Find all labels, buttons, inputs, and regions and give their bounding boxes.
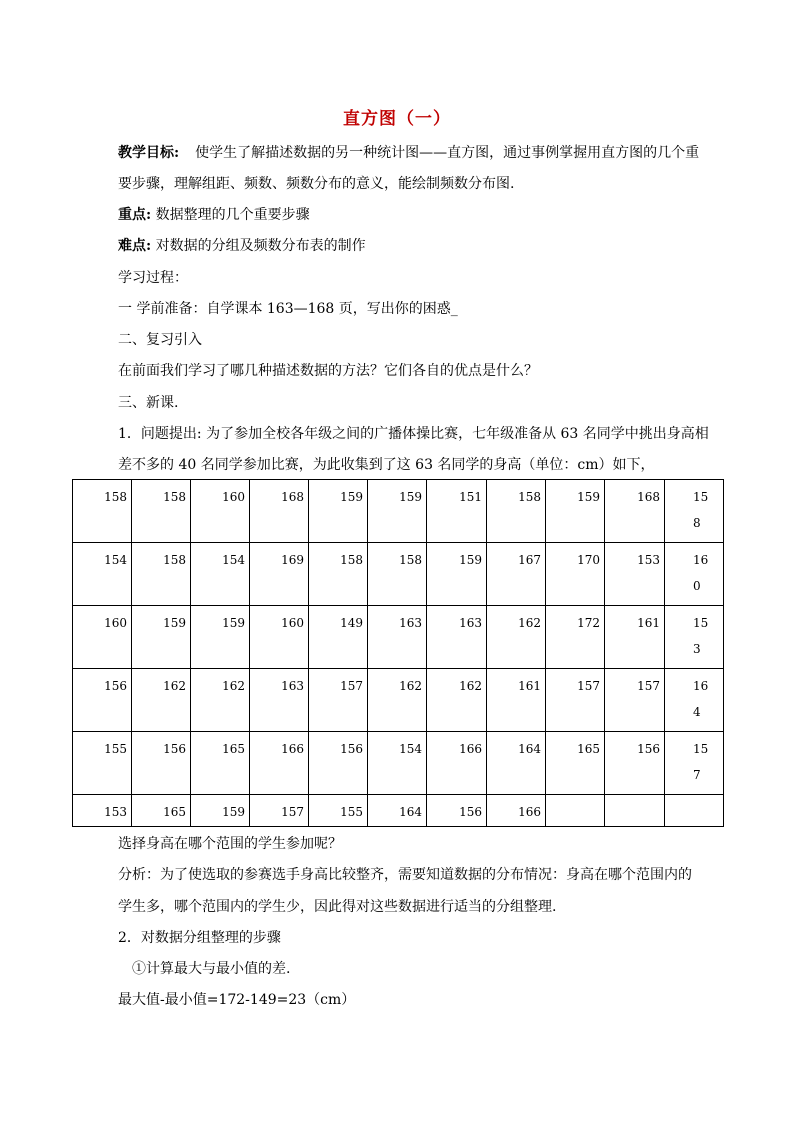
table-cell bbox=[250, 543, 309, 606]
cell-value: 157 bbox=[340, 679, 363, 693]
cell-value: 155 bbox=[104, 742, 127, 756]
table-cell bbox=[605, 480, 665, 543]
cell-value: 168 bbox=[637, 490, 660, 504]
cell-value: 159 bbox=[459, 553, 482, 567]
cell-value: 157 bbox=[281, 805, 304, 819]
cell-value: 158 bbox=[163, 490, 186, 504]
cell-value: 154 bbox=[104, 553, 127, 567]
table-cell bbox=[368, 732, 427, 795]
cell-value: 156 bbox=[637, 742, 660, 756]
difficulty-text: 对数据的分组及频数分布表的制作 bbox=[155, 238, 366, 254]
cell-value: 167 bbox=[518, 553, 541, 567]
table-cell bbox=[605, 795, 665, 827]
table-cell bbox=[250, 669, 309, 732]
cell-value: 156 bbox=[104, 679, 127, 693]
table-cell bbox=[191, 606, 250, 669]
cell-value: 161 bbox=[518, 679, 541, 693]
table-row bbox=[73, 543, 724, 606]
table-cell bbox=[191, 480, 250, 543]
calc-line: 最大值-最小值=172-149=23（cm） bbox=[118, 992, 356, 1008]
table-row bbox=[73, 606, 724, 669]
key-point-label: 重点: bbox=[118, 207, 152, 223]
cell-value: 158 bbox=[104, 490, 127, 504]
table-cell bbox=[132, 543, 191, 606]
table-row bbox=[73, 480, 724, 543]
table-cell bbox=[427, 606, 487, 669]
cell-value: 159 bbox=[399, 490, 422, 504]
cell-value: 160 bbox=[222, 490, 245, 504]
cell-value: 162 bbox=[518, 616, 541, 630]
table-cell bbox=[132, 669, 191, 732]
table-cell bbox=[368, 669, 427, 732]
analysis-line-2: 学生多，哪个范围内的学生少，因此得对这些数据进行适当的分组整理. bbox=[118, 899, 557, 915]
cell-value: 158 bbox=[163, 553, 186, 567]
cell-value: 165 bbox=[577, 742, 600, 756]
table-cell bbox=[487, 732, 546, 795]
table-row bbox=[73, 795, 724, 827]
cell-value: 158 bbox=[693, 490, 709, 530]
table-cell bbox=[546, 606, 605, 669]
table-cell bbox=[427, 669, 487, 732]
table-cell bbox=[546, 543, 605, 606]
table-cell bbox=[309, 732, 368, 795]
table-cell bbox=[546, 669, 605, 732]
table-cell bbox=[605, 669, 665, 732]
difficulty bbox=[118, 236, 366, 256]
table-cell bbox=[368, 795, 427, 827]
table-cell bbox=[546, 795, 605, 827]
table-cell bbox=[665, 606, 724, 669]
cell-value: 163 bbox=[459, 616, 482, 630]
step-1: ①计算最大与最小值的差. bbox=[132, 961, 291, 977]
table-cell bbox=[191, 543, 250, 606]
table-cell bbox=[487, 543, 546, 606]
cell-value: 164 bbox=[518, 742, 541, 756]
table-cell bbox=[368, 606, 427, 669]
cell-value: 149 bbox=[340, 616, 363, 630]
table-cell bbox=[191, 669, 250, 732]
table-cell bbox=[73, 480, 132, 543]
cell-value: 156 bbox=[459, 805, 482, 819]
section-1: 一 学前准备：自学课本 163—168 页，写出你的困惑_ bbox=[118, 301, 458, 317]
cell-value: 161 bbox=[637, 616, 660, 630]
table-cell bbox=[427, 480, 487, 543]
table-cell bbox=[309, 480, 368, 543]
objective-text-1: 使学生了解描述数据的另一种统计图——直方图，通过事例掌握用直方图的几个重 bbox=[195, 145, 700, 161]
problem-line-2: 差不多的 40 名同学参加比赛，为此收集到了这 63 名同学的身高（单位：cm）如下， bbox=[118, 457, 655, 473]
table-cell bbox=[665, 795, 724, 827]
table-cell bbox=[368, 480, 427, 543]
cell-value: 159 bbox=[577, 490, 600, 504]
cell-value: 159 bbox=[222, 616, 245, 630]
table-cell bbox=[605, 606, 665, 669]
cell-value: 170 bbox=[577, 553, 600, 567]
table-row bbox=[73, 669, 724, 732]
steps-title: 2．对数据分组整理的步骤 bbox=[118, 930, 281, 946]
cell-value: 165 bbox=[222, 742, 245, 756]
cell-value bbox=[546, 795, 604, 805]
table-cell bbox=[546, 480, 605, 543]
cell-value: 163 bbox=[281, 679, 304, 693]
cell-value: 166 bbox=[281, 742, 304, 756]
process-label: 学习过程： bbox=[118, 270, 188, 286]
cell-value: 154 bbox=[399, 742, 422, 756]
cell-value: 160 bbox=[104, 616, 127, 630]
table-cell bbox=[309, 543, 368, 606]
cell-value: 162 bbox=[163, 679, 186, 693]
height-data-table bbox=[72, 479, 724, 827]
key-point bbox=[118, 205, 310, 225]
table-cell bbox=[250, 795, 309, 827]
cell-value: 162 bbox=[222, 679, 245, 693]
table-cell bbox=[427, 543, 487, 606]
cell-value: 159 bbox=[163, 616, 186, 630]
cell-value: 156 bbox=[340, 742, 363, 756]
cell-value: 153 bbox=[693, 616, 709, 656]
table-cell bbox=[191, 795, 250, 827]
objective-label: 教学目标: bbox=[118, 145, 180, 161]
cell-value: 166 bbox=[518, 805, 541, 819]
table-cell bbox=[73, 732, 132, 795]
cell-value: 160 bbox=[281, 616, 304, 630]
table-cell bbox=[665, 669, 724, 732]
cell-value: 158 bbox=[518, 490, 541, 504]
table-cell bbox=[427, 795, 487, 827]
cell-value: 157 bbox=[637, 679, 660, 693]
table-cell bbox=[487, 606, 546, 669]
objective-text-2: 要步骤，理解组距、频数、频数分布的意义，能绘制频数分布图. bbox=[118, 176, 515, 192]
cell-value: 169 bbox=[281, 553, 304, 567]
cell-value bbox=[665, 795, 713, 799]
cell-value: 165 bbox=[163, 805, 186, 819]
cell-value: 156 bbox=[163, 742, 186, 756]
table-cell bbox=[665, 543, 724, 606]
cell-value: 153 bbox=[637, 553, 660, 567]
table-cell bbox=[368, 543, 427, 606]
cell-value: 155 bbox=[340, 805, 363, 819]
cell-value: 159 bbox=[340, 490, 363, 504]
cell-value: 168 bbox=[281, 490, 304, 504]
table-cell bbox=[73, 543, 132, 606]
table-cell bbox=[605, 732, 665, 795]
cell-value: 164 bbox=[693, 679, 709, 719]
cell-value: 163 bbox=[399, 616, 422, 630]
cell-value bbox=[605, 795, 664, 805]
table-cell bbox=[73, 606, 132, 669]
cell-value: 153 bbox=[104, 805, 127, 819]
table-cell bbox=[546, 732, 605, 795]
table-cell bbox=[487, 669, 546, 732]
review-question: 在前面我们学习了哪几种描述数据的方法？它们各自的优点是什么？ bbox=[118, 363, 538, 379]
cell-value: 159 bbox=[222, 805, 245, 819]
objective-line-1 bbox=[118, 143, 699, 163]
table-cell bbox=[191, 732, 250, 795]
cell-value: 158 bbox=[399, 553, 422, 567]
table-cell bbox=[487, 795, 546, 827]
table-cell bbox=[250, 732, 309, 795]
cell-value: 162 bbox=[459, 679, 482, 693]
cell-value: 162 bbox=[399, 679, 422, 693]
cell-value: 164 bbox=[399, 805, 422, 819]
key-point-text: 数据整理的几个重要步骤 bbox=[155, 207, 310, 223]
cell-value: 151 bbox=[459, 490, 482, 504]
table-cell bbox=[487, 480, 546, 543]
table-cell bbox=[250, 606, 309, 669]
table-cell bbox=[132, 795, 191, 827]
table-cell bbox=[309, 669, 368, 732]
cell-value: 158 bbox=[340, 553, 363, 567]
page-title: 直方图（一） bbox=[343, 109, 451, 129]
table-row bbox=[73, 732, 724, 795]
table-cell bbox=[309, 606, 368, 669]
cell-value: 154 bbox=[222, 553, 245, 567]
table-cell bbox=[665, 732, 724, 795]
analysis-line-1: 分析：为了使选取的参赛选手身高比较整齐，需要知道数据的分布情况：身高在哪个范围内的 bbox=[118, 867, 692, 883]
table-cell bbox=[427, 732, 487, 795]
cell-value: 160 bbox=[693, 553, 709, 593]
cell-value: 157 bbox=[577, 679, 600, 693]
table-cell bbox=[250, 480, 309, 543]
table-cell bbox=[309, 795, 368, 827]
cell-value: 166 bbox=[459, 742, 482, 756]
section-2: 二、复习引入 bbox=[118, 332, 202, 348]
table-cell bbox=[73, 795, 132, 827]
table-cell bbox=[73, 669, 132, 732]
section-3: 三、新课. bbox=[118, 395, 179, 411]
select-question: 选择身高在哪个范围的学生参加呢？ bbox=[118, 836, 342, 852]
table-cell bbox=[665, 480, 724, 543]
table-cell bbox=[132, 732, 191, 795]
table-cell bbox=[132, 480, 191, 543]
difficulty-label: 难点: bbox=[118, 238, 152, 254]
table-cell bbox=[132, 606, 191, 669]
problem-line-1: 1．问题提出: 为了参加全校各年级之间的广播体操比赛，七年级准备从 63 名同学中挑出身高相 bbox=[118, 426, 709, 442]
cell-value: 157 bbox=[693, 742, 709, 782]
cell-value: 172 bbox=[577, 616, 600, 630]
table-cell bbox=[605, 543, 665, 606]
